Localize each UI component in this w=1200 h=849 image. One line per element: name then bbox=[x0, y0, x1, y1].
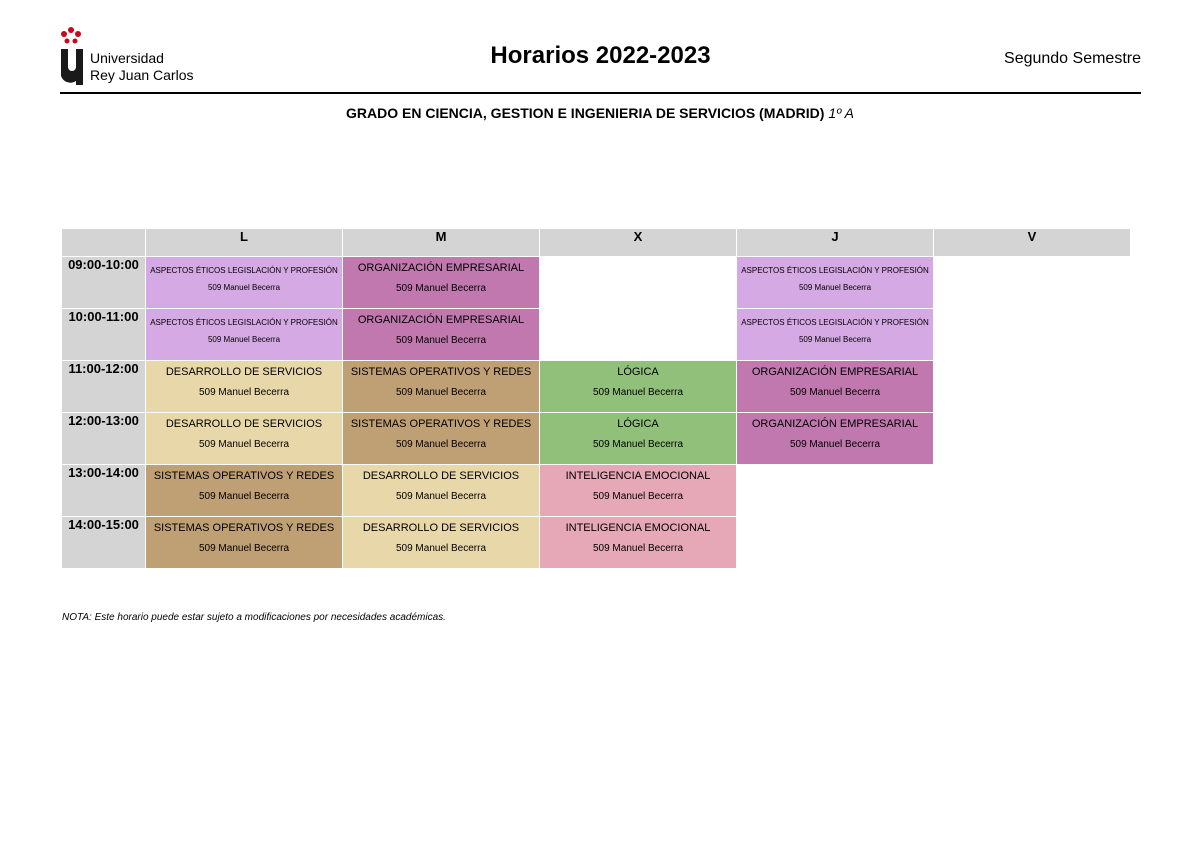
time-slot: 14:00-15:00 bbox=[62, 517, 146, 569]
empty-cell bbox=[934, 465, 1131, 517]
room-name: 509 Manuel Becerra bbox=[395, 491, 487, 502]
time-slot: 09:00-10:00 bbox=[62, 257, 146, 309]
room-name: 509 Manuel Becerra bbox=[798, 283, 872, 292]
subject-name: ORGANIZACIÓN EMPRESARIAL bbox=[751, 366, 919, 378]
room-name: 509 Manuel Becerra bbox=[789, 439, 881, 450]
time-slot: 10:00-11:00 bbox=[62, 309, 146, 361]
class-cell bbox=[343, 257, 540, 309]
time-row bbox=[62, 257, 1131, 309]
subject-name: ASPECTOS ÉTICOS LEGISLACIÓN Y PROFESIÓN bbox=[150, 266, 338, 275]
subject-name: SISTEMAS OPERATIVOS Y REDES bbox=[350, 418, 532, 430]
room-name: 509 Manuel Becerra bbox=[395, 439, 487, 450]
empty-cell bbox=[934, 517, 1131, 569]
class-cell bbox=[540, 413, 737, 465]
empty-cell bbox=[934, 361, 1131, 413]
class-cell bbox=[540, 465, 737, 517]
day-header: V bbox=[934, 229, 1131, 257]
subject-name: INTELIGENCIA EMOCIONAL bbox=[565, 522, 711, 534]
room-name: 509 Manuel Becerra bbox=[592, 491, 684, 502]
day-header: X bbox=[540, 229, 737, 257]
class-cell bbox=[343, 517, 540, 569]
schedule-table bbox=[61, 228, 1131, 569]
day-header-row bbox=[62, 229, 1131, 257]
empty-cell bbox=[737, 517, 934, 569]
class-cell bbox=[343, 465, 540, 517]
subject-name: DESARROLLO DE SERVICIOS bbox=[165, 418, 323, 430]
class-cell bbox=[343, 361, 540, 413]
subject-name: ORGANIZACIÓN EMPRESARIAL bbox=[751, 418, 919, 430]
empty-cell bbox=[540, 257, 737, 309]
class-cell bbox=[146, 257, 343, 309]
room-name: 509 Manuel Becerra bbox=[592, 439, 684, 450]
room-name: 509 Manuel Becerra bbox=[207, 335, 281, 344]
time-slot: 13:00-14:00 bbox=[62, 465, 146, 517]
class-cell bbox=[737, 361, 934, 413]
class-cell bbox=[737, 257, 934, 309]
class-cell bbox=[737, 413, 934, 465]
time-row bbox=[62, 517, 1131, 569]
room-name: 509 Manuel Becerra bbox=[798, 335, 872, 344]
class-cell bbox=[146, 465, 343, 517]
time-row bbox=[62, 413, 1131, 465]
day-header: J bbox=[737, 229, 934, 257]
day-header: M bbox=[343, 229, 540, 257]
university-name-line2: Rey Juan Carlos bbox=[90, 67, 194, 83]
subject-name: ORGANIZACIÓN EMPRESARIAL bbox=[357, 314, 525, 326]
subject-name: LÓGICA bbox=[617, 418, 659, 430]
class-cell bbox=[343, 413, 540, 465]
page-header bbox=[60, 22, 1141, 94]
class-cell bbox=[146, 361, 343, 413]
schedule-note: NOTA: Este horario puede estar sujeto a modificaciones por necesidades académicas. bbox=[62, 612, 446, 623]
room-name: 509 Manuel Becerra bbox=[395, 387, 487, 398]
subject-name: LÓGICA bbox=[617, 366, 659, 378]
subject-name: ASPECTOS ÉTICOS LEGISLACIÓN Y PROFESIÓN bbox=[741, 318, 929, 327]
room-name: 509 Manuel Becerra bbox=[395, 335, 487, 346]
subject-name: SISTEMAS OPERATIVOS Y REDES bbox=[153, 522, 335, 534]
time-slot: 11:00-12:00 bbox=[62, 361, 146, 413]
room-name: 509 Manuel Becerra bbox=[592, 387, 684, 398]
time-row bbox=[62, 465, 1131, 517]
room-name: 509 Manuel Becerra bbox=[198, 439, 290, 450]
semester-label: Segundo Semestre bbox=[1004, 50, 1141, 67]
subject-name: SISTEMAS OPERATIVOS Y REDES bbox=[350, 366, 532, 378]
time-row bbox=[62, 361, 1131, 413]
class-cell bbox=[540, 361, 737, 413]
empty-cell bbox=[934, 413, 1131, 465]
class-cell bbox=[540, 517, 737, 569]
degree-title bbox=[0, 105, 1200, 121]
empty-cell bbox=[934, 257, 1131, 309]
class-cell bbox=[146, 517, 343, 569]
time-slot: 12:00-13:00 bbox=[62, 413, 146, 465]
room-name: 509 Manuel Becerra bbox=[789, 387, 881, 398]
room-name: 509 Manuel Becerra bbox=[395, 543, 487, 554]
subject-name: ASPECTOS ÉTICOS LEGISLACIÓN Y PROFESIÓN bbox=[741, 266, 929, 275]
class-cell bbox=[343, 309, 540, 361]
degree-name: GRADO EN CIENCIA, GESTION E INGENIERIA DE SERVICIOS (MADRID) bbox=[346, 105, 825, 121]
room-name: 509 Manuel Becerra bbox=[198, 491, 290, 502]
university-name-line1: Universidad bbox=[90, 50, 164, 66]
empty-cell bbox=[934, 309, 1131, 361]
subject-name: SISTEMAS OPERATIVOS Y REDES bbox=[153, 470, 335, 482]
subject-name: DESARROLLO DE SERVICIOS bbox=[362, 522, 520, 534]
subject-name: DESARROLLO DE SERVICIOS bbox=[165, 366, 323, 378]
room-name: 509 Manuel Becerra bbox=[198, 387, 290, 398]
day-header: L bbox=[146, 229, 343, 257]
time-row bbox=[62, 309, 1131, 361]
subject-name: INTELIGENCIA EMOCIONAL bbox=[565, 470, 711, 482]
empty-cell bbox=[540, 309, 737, 361]
room-name: 509 Manuel Becerra bbox=[207, 283, 281, 292]
subject-name: ORGANIZACIÓN EMPRESARIAL bbox=[357, 262, 525, 274]
subject-name: DESARROLLO DE SERVICIOS bbox=[362, 470, 520, 482]
class-cell bbox=[146, 309, 343, 361]
corner-cell bbox=[62, 229, 146, 257]
class-cell bbox=[146, 413, 343, 465]
empty-cell bbox=[737, 465, 934, 517]
class-cell bbox=[737, 309, 934, 361]
room-name: 509 Manuel Becerra bbox=[592, 543, 684, 554]
room-name: 509 Manuel Becerra bbox=[395, 283, 487, 294]
subject-name: ASPECTOS ÉTICOS LEGISLACIÓN Y PROFESIÓN bbox=[150, 318, 338, 327]
page-title: Horarios 2022-2023 bbox=[490, 42, 711, 69]
room-name: 509 Manuel Becerra bbox=[198, 543, 290, 554]
group-label: 1º A bbox=[828, 105, 854, 121]
